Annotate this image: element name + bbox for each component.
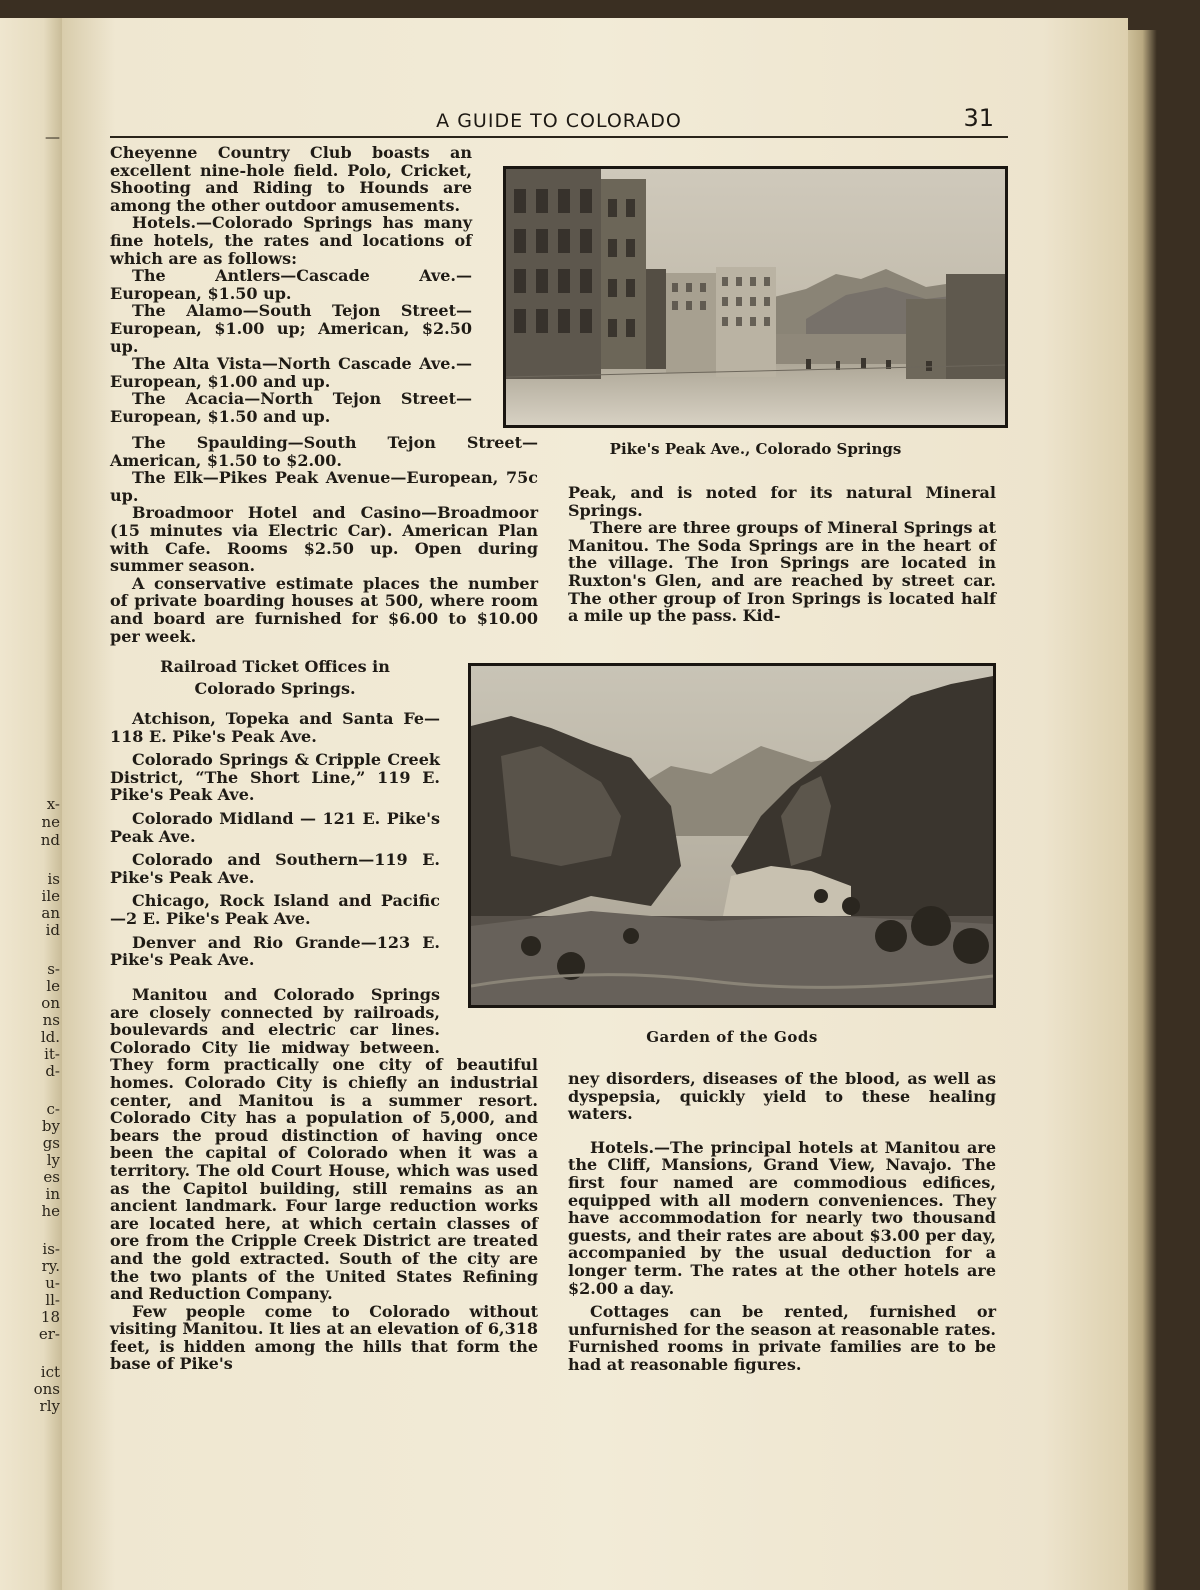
facing-page-text-fragment: he <box>41 1202 60 1220</box>
facing-page-text-fragment: is- <box>42 1240 60 1258</box>
facing-page-text-fragment: nd <box>40 831 60 849</box>
column-bottom-left <box>110 986 538 1373</box>
hotels-paragraph <box>110 214 472 267</box>
facing-page-text-fragment: ons <box>33 1380 60 1398</box>
column-right-lower <box>568 1070 996 1374</box>
mineral-springs-groups: There are three groups of Mineral Springs at Manitou. The Soda Springs are in the heart of the village. The Iron Springs are located in Ruxton's Glen, and are reached by street car. The other group of Iron Springs is located half a mile up the pass. Kid- <box>568 518 996 626</box>
country-club-paragraph: Cheyenne Country Club boasts an excellent nine-hole field. Polo, Cricket, Shooting and Riding to Hounds are among the other outdoor amusements. <box>110 143 472 215</box>
hotels-lead: Hotels. <box>132 213 197 233</box>
hotel-alamo: The Alamo—South Tejon Street—European, $1.00 up; American, $2.50 up. <box>110 301 472 356</box>
column-right-upper <box>568 484 996 625</box>
column-top-left-wide <box>110 434 538 645</box>
manitou-colorado-city-paragraph: Manitou and Colorado Springs are closely connected by railroads, boulevards and electric car lines. Colorado City lie midway between. They form practically one city of beautiful homes. Colorado City is chiefly an industrial center, and Manitou is a summer resort. Colorado City has a population of 5,000, and bears the proud distinction of having once been the capital of Colorado when it was a territory. The old Court House, which was used as the Capitol building, still remains as an ancient landmark. Four large reduction works are located here, at which certain classes of ore from the Cripple Creek District are treated and the gold extracted. South of the city are the two plants of the United States Refining and Reduction Company. <box>110 985 538 1304</box>
facing-page-text-fragment: es <box>43 1168 60 1186</box>
railroad-item: Atchison, Topeka and Santa Fe—118 E. Pike's Peak Ave. <box>110 709 440 746</box>
rock-formation-illustration <box>471 666 993 1005</box>
railroad-item: Chicago, Rock Island and Pacific—2 E. Pike's Peak Ave. <box>110 891 440 928</box>
facing-page-text-fragment: ile <box>41 887 60 905</box>
railroad-item: Colorado and Southern—119 E. Pike's Peak Ave. <box>110 850 440 887</box>
manitou-hotels-lead: Hotels. <box>590 1137 655 1157</box>
facing-page-text-fragment: — <box>45 128 60 146</box>
photo-caption-pikes-peak-ave: Pike's Peak Ave., Colorado Springs <box>609 440 902 458</box>
street-scene-illustration <box>506 169 1005 425</box>
hotel-broadmoor: Broadmoor Hotel and Casino—Broadmoor (15 minutes via Electric Car). American Plan with Cafe. Rooms $2.50 up. Open during summer season. <box>110 503 538 576</box>
facing-page-text-fragment: by <box>41 1117 60 1135</box>
facing-page-text-fragment: u- <box>45 1274 60 1292</box>
facing-page-text-fragment: rly <box>39 1397 60 1415</box>
column-top-left <box>110 144 472 426</box>
few-people-paragraph: Few people come to Colorado without visiting Manitou. It lies at an elevation of 6,318 feet, is hidden among the hills that form the base of Pike's <box>110 1301 538 1374</box>
facing-page-text-fragment: c- <box>46 1100 60 1118</box>
facing-page-text-fragment: an <box>41 904 60 922</box>
facing-page-text-fragment: le <box>46 977 60 995</box>
railroad-heading <box>110 656 440 700</box>
facing-page-text-fragment: in <box>45 1185 60 1203</box>
railroad-item: Colorado Springs & Cripple Creek District, “The Short Line,” 119 E. Pike's Peak Ave. <box>110 750 440 805</box>
facing-page-margin <box>0 18 62 1590</box>
facing-page-text-fragment: s- <box>47 960 60 978</box>
railroad-heading-line1: Railroad Ticket Offices in <box>160 657 390 676</box>
manitou-hotels-paragraph <box>568 1139 996 1297</box>
facing-page-text-fragment: gs <box>42 1134 60 1152</box>
railroad-heading-line2: Colorado Springs. <box>194 679 356 698</box>
facing-page-text-fragment: ry. <box>41 1257 60 1275</box>
railroad-item: Colorado Midland — 121 E. Pike's Peak Ave. <box>110 808 440 846</box>
facing-page-text-fragment: ns <box>42 1011 60 1029</box>
facing-page-text-fragment: ne <box>41 813 60 831</box>
column-railroad-offices <box>110 656 440 969</box>
photo-pikes-peak-ave <box>503 166 1008 428</box>
facing-page-text-fragment: ld. <box>40 1028 60 1046</box>
facing-page-text-fragment: er- <box>38 1325 60 1343</box>
hotel-alta-vista: The Alta Vista—North Cascade Ave.—European, $1.00 and up. <box>110 354 472 391</box>
boarding-houses-paragraph: A conservative estimate places the number of private boarding houses at 500, where room and board are furnished for $6.00 to $10.00 per week. <box>110 573 538 646</box>
facing-page-text-fragment: x- <box>46 795 60 813</box>
facing-page-text-fragment: d- <box>45 1062 60 1080</box>
facing-page-text-fragment: ll- <box>45 1291 60 1309</box>
railroad-item: Denver and Rio Grande—123 E. Pike's Peak Ave. <box>110 932 440 970</box>
mineral-springs-intro: Peak, and is noted for its natural Mineral Springs. <box>568 483 996 520</box>
photo-wrap-spacer <box>440 986 538 1040</box>
running-header <box>110 106 1008 138</box>
facing-page-text-fragment: 18 <box>40 1308 60 1326</box>
cottages-paragraph: Cottages can be rented, furnished or unfurnished for the season at reasonable rates. Furnished rooms in private families are to be had at reasonable figures. <box>568 1302 996 1374</box>
hotels-text: —Colorado Springs has many fine hotels, the rates and locations of which are as follows: <box>110 213 472 268</box>
page-edge <box>1128 30 1200 1590</box>
facing-page-text-fragment: on <box>41 994 60 1012</box>
hotel-spaulding: The Spaulding—South Tejon Street—American, $1.50 to $2.00. <box>110 433 538 470</box>
header-title: A GUIDE TO COLORADO <box>436 110 682 132</box>
hotel-elk: The Elk—Pikes Peak Avenue—European, 75c up. <box>110 468 538 505</box>
hotel-antlers: The Antlers—Cascade Ave.—European, $1.50 up. <box>110 266 472 303</box>
photo-garden-of-the-gods <box>468 663 996 1008</box>
kidney-disorders-paragraph: ney disorders, diseases of the blood, as well as dyspepsia, quickly yield to these healing waters. <box>568 1069 996 1124</box>
facing-page-text-fragment: ly <box>46 1151 60 1169</box>
photo-caption-garden-of-the-gods: Garden of the Gods <box>646 1028 818 1046</box>
page-number: 31 <box>963 104 994 132</box>
manitou-hotels-text: —The principal hotels at Manitou are the Cliff, Mansions, Grand View, Navajo. The first four named are commodious edifices, equipped with all modern conveniences. They have accommodation for nearly two thousand guests, and their rates are about $3.00 per day, accompanied by the usual deduction for a longer term. The rates at the other hotels are $2.00 a day. <box>568 1137 996 1298</box>
facing-page-text-fragment: it- <box>44 1045 60 1063</box>
facing-page-text-fragment: id <box>45 921 60 939</box>
facing-page-text-fragment: is <box>47 870 60 888</box>
facing-page-text-fragment: ict <box>40 1363 60 1381</box>
hotel-acacia: The Acacia—North Tejon Street—European, $1.50 and up. <box>110 389 472 426</box>
